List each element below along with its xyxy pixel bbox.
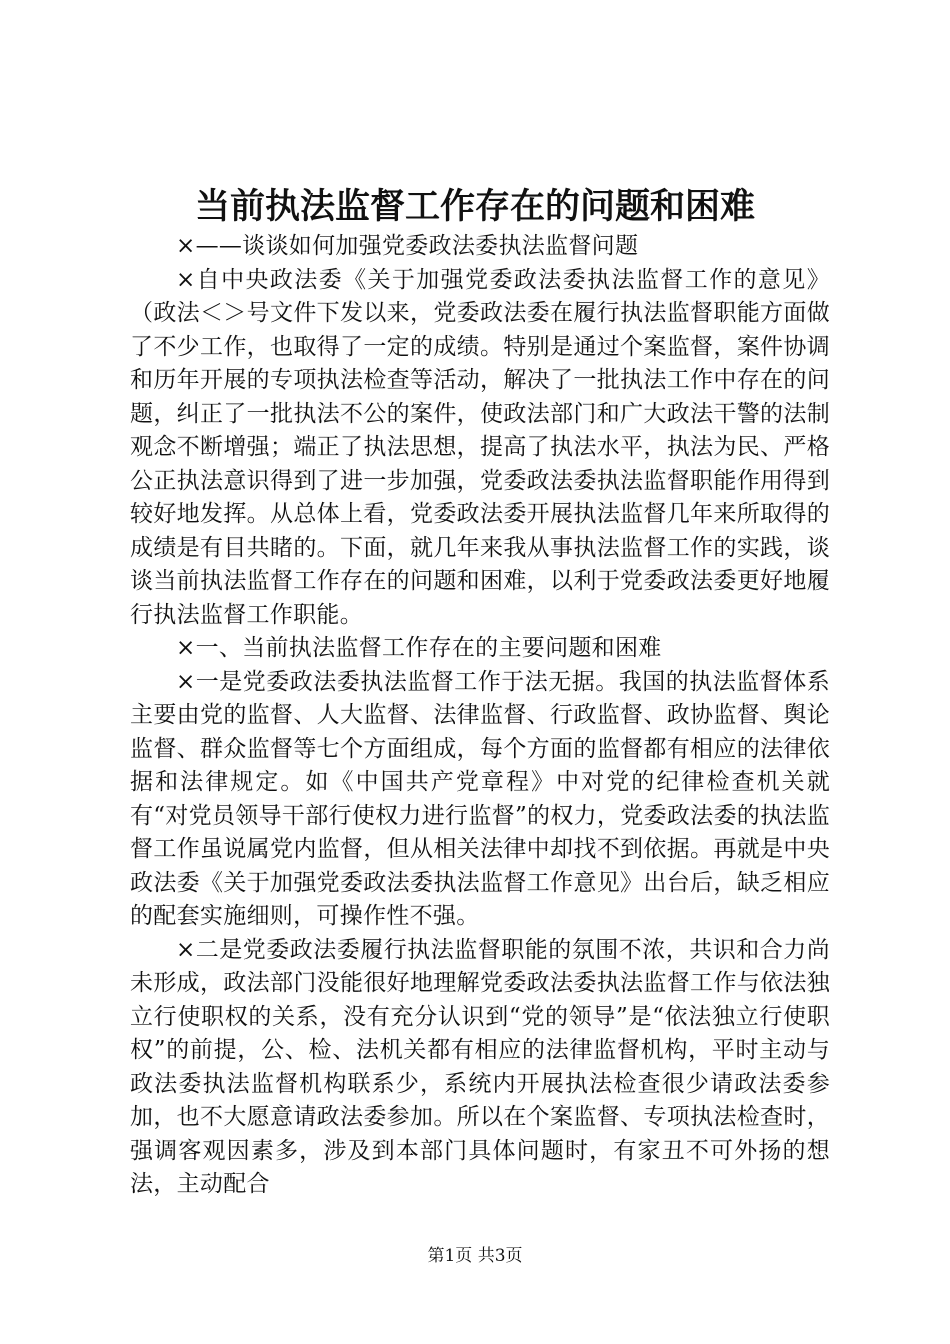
intro-paragraph: ×自中央政法委《关于加强党委政法委执法监督工作的意见》（政法＜＞号文件下发以来，党委政法委在履行执法监督职能方面做了不少工作，也取得了一定的成绩。特别是通过个案监督，案件协调和历年开展的专项执法检查等活动，解决了一批执法工作中存在的问题，纠正了一批执法不公的案件，使政法部门和广大政法干警的法制观念不断增强；端正了执法思想，提高了执法水平，执法为民、严格公正执法意识得到了进一步加强，党委政法委执法监督职能作用得到较好地发挥。从总体上看，党委政法委开展执法监督几年来所取得的成绩是有目共睹的。下面，就几年来我从事执法监督工作的实践，谈谈当前执法监督工作存在的问题和困难，以利于党委政法委更好地履行执法监督工作职能。	[130, 266, 830, 628]
document-body	[130, 233, 830, 1202]
page-footer: 第1页 共3页	[427, 1246, 523, 1266]
point-one-paragraph: ×一是党委政法委执法监督工作于法无据。我国的执法监督体系主要由党的监督、人大监督、法律监督、行政监督、政协监督、舆论监督、群众监督等七个方面组成，每个方面的监督都有相应的法律依据和法律规定。如《中国共产党章程》中对党的纪律检查机关就有“对党员领导干部行使权力进行监督”的权力，党委政法委的执法监督工作虽说属党内监督，但从相关法律中却找不到依据。再就是中央政法委《关于加强党委政法委执法监督工作意见》出台后，缺乏相应的配套实施细则，可操作性不强。	[130, 668, 830, 929]
subtitle-paragraph: ×——谈谈如何加强党委政法委执法监督问题	[176, 233, 639, 259]
section-heading-paragraph: ×一、当前执法监督工作存在的主要问题和困难	[176, 635, 662, 661]
document-title: 当前执法监督工作存在的问题和困难	[194, 186, 755, 227]
point-two-paragraph: ×二是党委政法委履行执法监督职能的氛围不浓，共识和合力尚未形成，政法部门没能很好地理解党委政法委执法监督工作与依法独立行使职权的关系，没有充分认识到“党的领导”是“依法独立行使职权”的前提，公、检、法机关都有相应的法律监督机构，平时主动与政法委执法监督机构联系少，系统内开展执法检查很少请政法委参加，也不大愿意请政法委参加。所以在个案监督、专项执法检查时，强调客观因素多，涉及到本部门具体问题时，有家丑不可外扬的想法，主动配合	[130, 936, 830, 1197]
